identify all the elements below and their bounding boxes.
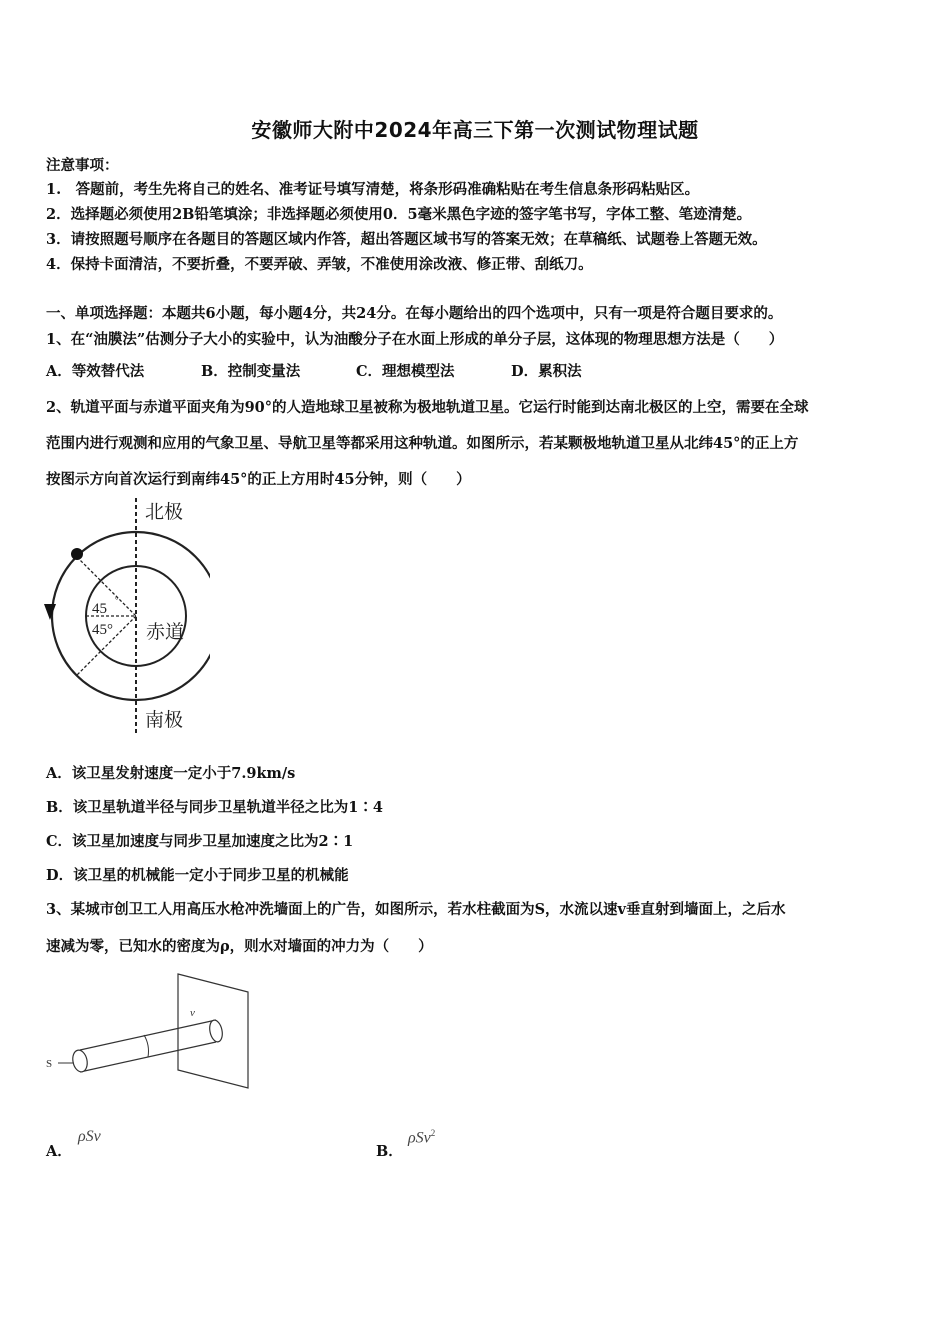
option-c: C．该卫星加速度与同步卫星加速度之比为2∶1 <box>46 833 354 850</box>
question-3-stem-line: 3、某城市创卫工人用高压水枪冲洗墙面上的广告，如图所示，若水柱截面为S，水流以速v垂直射到墙面上，之后水 <box>46 901 786 918</box>
q3-option-b-label: B． <box>376 1143 403 1160</box>
question-2-stem-line: 2、轨道平面与赤道平面夹角为90°的人造地球卫星被称为极地轨道卫星。它运行时能到达南北极区的上空，需要在全球 <box>46 399 809 416</box>
angle-label-upper-degree: ° <box>115 595 119 605</box>
option-b: B．控制变量法 <box>201 363 301 380</box>
q3-option-a-label: A． <box>46 1143 72 1160</box>
direction-arrow <box>44 604 56 620</box>
v-label: v <box>190 1007 195 1019</box>
notice-item: 2．选择题必须使用2B铅笔填涂；非选择题必须使用0．5毫米黑色字迹的签字笔书写，字体工整、笔迹清楚。 <box>46 206 752 223</box>
polar-orbit-figure <box>40 496 210 736</box>
south-pole-label: 南极 <box>145 709 184 731</box>
section-heading: 一、单项选择题：本题共6小题，每小题4分，共24分。在每小题给出的四个选项中，只有一项是符合题目要求的。 <box>46 305 783 322</box>
notice-item: 4．保持卡面清洁，不要折叠，不要弄破、弄皱，不准使用涂改液、修正带、刮纸刀。 <box>46 256 593 273</box>
north-pole-label: 北极 <box>145 501 184 523</box>
option-a: A．该卫星发射速度一定小于7.9km/s <box>46 765 296 782</box>
equator-label: 赤道 <box>146 621 185 643</box>
s-label: S <box>46 1058 53 1070</box>
jet-section-mark <box>144 1035 149 1057</box>
option-c: C．理想模型法 <box>356 363 455 380</box>
option-d: D．累积法 <box>511 363 582 380</box>
jet-end-left <box>71 1049 89 1073</box>
question-2-stem-line: 范围内进行观测和应用的气象卫星、导航卫星等都采用这种轨道。如图所示，若某颗极地轨道卫星从北纬45°的正上方 <box>46 435 799 452</box>
question-1-stem: 1、在“油膜法”估测分子大小的实验中，认为油酸分子在水面上形成的单分子层，这体现的物理思想方法是（ ） <box>46 331 784 348</box>
q3-option-a-expression: ρSv <box>78 1128 101 1145</box>
angle-label-lower: 45° <box>92 622 113 638</box>
water-jet-figure <box>44 970 274 1090</box>
question-2-stem-line: 按图示方向首次运行到南纬45°的正上方用时45分钟，则（ ） <box>46 471 471 488</box>
notice-item: 3．请按照题号顺序在各题目的答题区域内作答，超出答题区域书写的答案无效；在草稿纸、试题卷上答题无效。 <box>46 231 767 248</box>
notice-item: 1. 答题前，考生先将自己的姓名、准考证号填写清楚，将条形码准确粘贴在考生信息条形码粘贴区。 <box>46 181 700 198</box>
jet-end-right <box>208 1019 224 1043</box>
option-a: A．等效替代法 <box>46 363 145 380</box>
satellite-dot <box>71 548 83 560</box>
q3-option-b-expression: ρSv$^2$ <box>408 1128 436 1147</box>
angle-label-upper: 45 <box>92 601 107 617</box>
notice-heading: 注意事项： <box>46 157 119 174</box>
question-3-stem-line: 速减为零，已知水的密度为ρ，则水对墙面的冲力为（ ） <box>46 938 433 955</box>
page-title: 安徽师大附中2024年高三下第一次测试物理试题 <box>251 118 699 142</box>
question-1-options <box>46 360 666 381</box>
q3-option-b-exponent: 2 <box>430 1128 436 1138</box>
option-b: B．该卫星轨道半径与同步卫星轨道半径之比为1∶4 <box>46 799 383 816</box>
option-d: D．该卫星的机械能一定小于同步卫星的机械能 <box>46 867 349 884</box>
